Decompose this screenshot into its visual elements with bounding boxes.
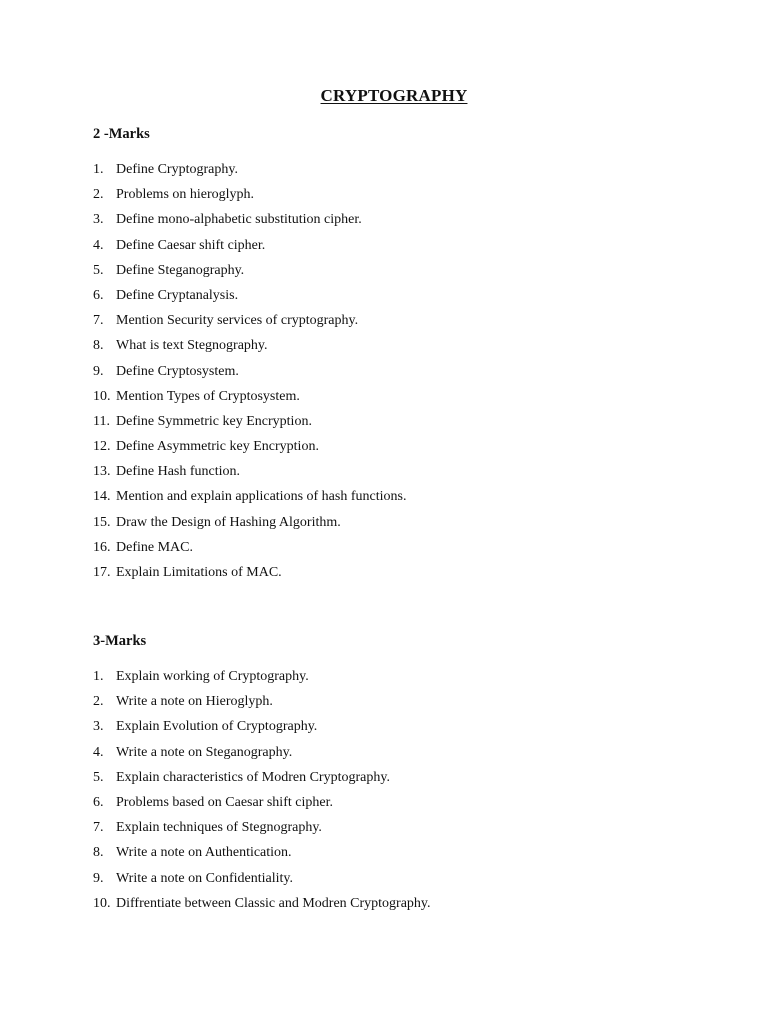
list-item <box>93 668 693 693</box>
list-item <box>93 262 693 287</box>
question-text: What is text Stegnography. <box>116 338 268 354</box>
question-number: 10. <box>93 895 111 911</box>
question-number: 5. <box>93 262 104 278</box>
question-number: 4. <box>93 237 104 253</box>
question-text: Define MAC. <box>116 539 193 555</box>
list-item <box>93 819 693 844</box>
question-number: 17. <box>93 565 111 580</box>
question-number: 8. <box>93 338 104 354</box>
question-number: 7. <box>93 313 104 329</box>
list-item <box>93 794 693 819</box>
question-text: Define Symmetric key Encryption. <box>116 413 312 429</box>
question-text: Define Cryptography. <box>116 162 238 177</box>
question-text: Write a note on Steganography. <box>116 744 293 760</box>
question-text: Mention Types of Cryptosystem. <box>116 388 300 404</box>
question-text: Explain working of Cryptography. <box>116 669 309 684</box>
question-number: 14. <box>93 489 111 505</box>
list-item <box>93 744 693 769</box>
question-number: 15. <box>93 514 111 530</box>
question-number: 16. <box>93 539 111 555</box>
list-item <box>93 287 693 312</box>
list-item <box>93 186 693 211</box>
list-item <box>93 312 693 337</box>
list-item <box>93 844 693 869</box>
question-text: Define mono-alphabetic substitution cipher. <box>116 212 362 228</box>
list-item <box>93 388 693 413</box>
list-item <box>93 438 693 463</box>
question-number: 9. <box>93 870 104 886</box>
question-text: Define Cryptanalysis. <box>116 287 239 303</box>
question-text: Explain Evolution of Cryptography. <box>116 719 318 735</box>
question-number: 4. <box>93 744 104 760</box>
list-item <box>93 413 693 438</box>
list-item <box>93 870 693 895</box>
question-text: Problems based on Caesar shift cipher. <box>116 794 333 810</box>
list-item <box>93 895 693 920</box>
question-text: Problems on hieroglyph. <box>116 187 255 203</box>
question-text: Explain Limitations of MAC. <box>116 565 282 580</box>
list-item <box>93 488 693 513</box>
question-text: Write a note on Hieroglyph. <box>116 694 273 710</box>
list-item <box>93 237 693 262</box>
question-number: 5. <box>93 769 104 785</box>
question-number: 2. <box>93 694 104 710</box>
section-heading-3-marks: 3-Marks <box>93 633 147 649</box>
question-number: 7. <box>93 820 104 836</box>
question-text: Define Caesar shift cipher. <box>116 237 266 253</box>
question-number: 11. <box>93 413 110 429</box>
question-number: 8. <box>93 845 104 861</box>
question-list-3-marks <box>93 668 693 920</box>
question-number: 12. <box>93 439 111 455</box>
question-list-2-marks <box>93 161 693 589</box>
question-text: Write a note on Authentication. <box>116 845 292 861</box>
question-text: Diffrentiate between Classic and Modren Cryptography. <box>116 895 431 911</box>
question-text: Define Cryptosystem. <box>116 363 239 379</box>
question-number: 9. <box>93 363 104 379</box>
question-text: Mention and explain applications of hash functions. <box>116 489 407 505</box>
list-item <box>93 337 693 362</box>
list-item <box>93 718 693 743</box>
question-number: 1. <box>93 162 104 177</box>
list-item <box>93 463 693 488</box>
question-number: 3. <box>93 719 104 735</box>
question-number: 6. <box>93 287 104 303</box>
list-item <box>93 211 693 236</box>
question-number: 10. <box>93 388 111 404</box>
list-item <box>93 363 693 388</box>
page-title: CRYPTOGRAPHY <box>320 86 468 105</box>
question-text: Define Steganography. <box>116 262 245 278</box>
list-item <box>93 539 693 564</box>
question-text: Write a note on Confidentiality. <box>116 870 293 886</box>
question-number: 3. <box>93 212 104 228</box>
list-item <box>93 693 693 718</box>
question-number: 2. <box>93 187 104 203</box>
list-item <box>93 161 693 186</box>
section-heading-2-marks: 2 -Marks <box>93 126 150 142</box>
question-text: Mention Security services of cryptography. <box>116 313 359 329</box>
question-number: 6. <box>93 794 104 810</box>
question-number: 13. <box>93 464 111 480</box>
question-text: Draw the Design of Hashing Algorithm. <box>116 514 341 530</box>
list-item <box>93 564 693 589</box>
question-text: Define Asymmetric key Encryption. <box>116 439 319 455</box>
question-number: 1. <box>93 669 104 684</box>
question-text: Explain techniques of Stegnography. <box>116 820 322 836</box>
question-text: Define Hash function. <box>116 464 241 480</box>
question-text: Explain characteristics of Modren Cryptography. <box>116 769 390 785</box>
list-item <box>93 514 693 539</box>
list-item <box>93 769 693 794</box>
